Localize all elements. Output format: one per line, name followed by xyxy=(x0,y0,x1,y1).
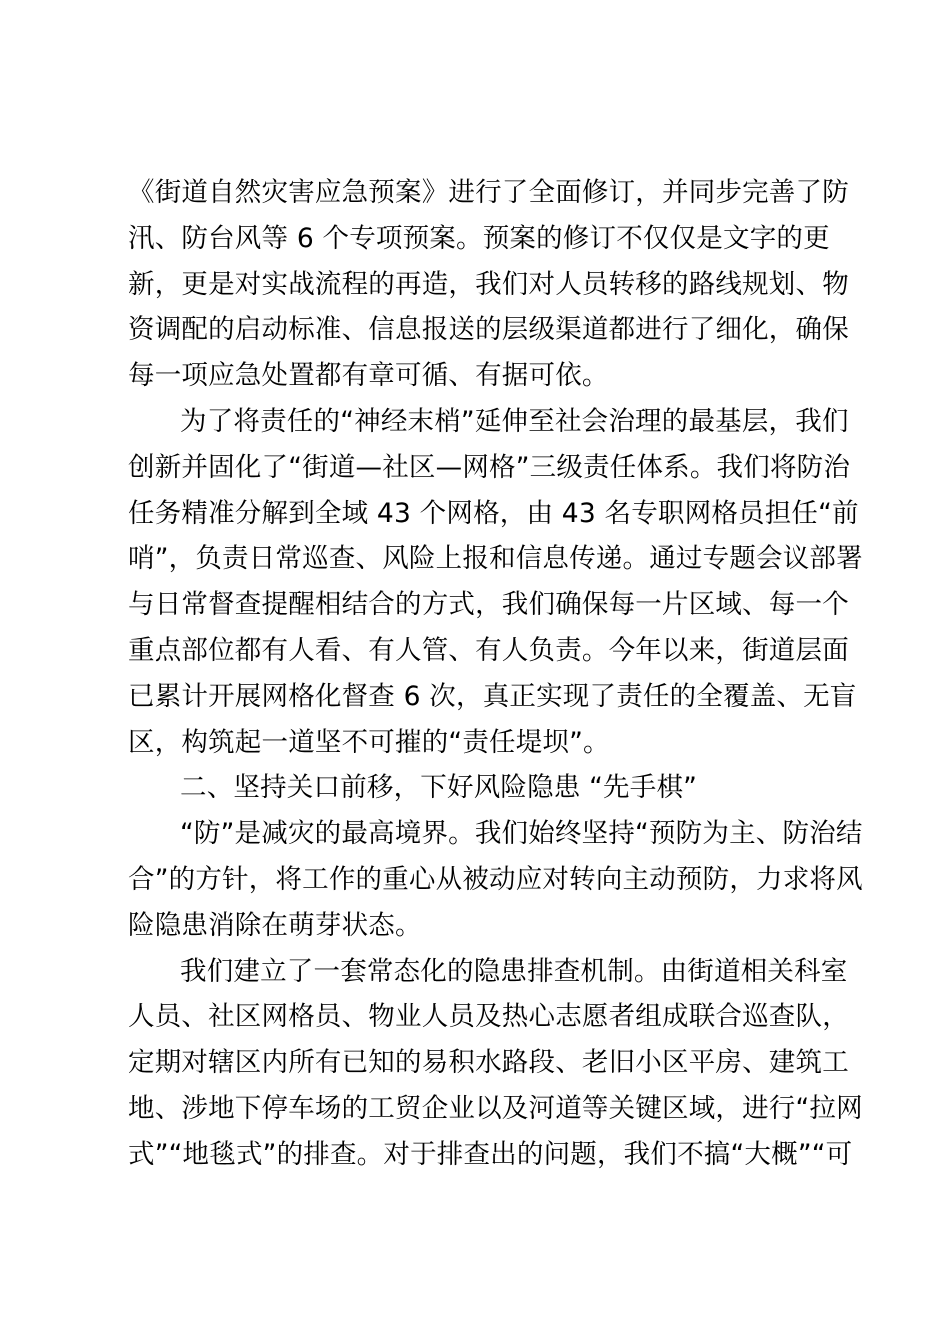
text-line: 重点部位都有人看、有人管、有人负责。今年以来，街道层面 xyxy=(128,634,849,666)
text-line: 定期对辖区内所有已知的易积水路段、老旧小区平房、建筑工 xyxy=(128,1047,849,1079)
text-line: 哨”，负责日常巡查、风险上报和信息传递。通过专题会议部署 xyxy=(128,543,863,575)
section-heading: 二、坚持关口前移，下好风险隐患 “先手棋” xyxy=(180,772,698,804)
text-line: 与日常督查提醒相结合的方式，我们确保每一片区域、每一个 xyxy=(128,589,849,621)
text-line: 创新并固化了“街道—社区—网格”三级责任体系。我们将防治 xyxy=(128,451,851,483)
text-line: 地、涉地下停车场的工贸企业以及河道等关键区域，进行“拉网 xyxy=(128,1092,863,1124)
text-line: 《街道自然灾害应急预案》进行了全面修订，并同步完善了防 xyxy=(128,177,849,208)
paragraph-first-line: 为了将责任的“神经末梢”延伸至社会治理的最基层，我们 xyxy=(180,405,849,437)
text-line: 新，更是对实战流程的再造，我们对人员转移的路线规划、物 xyxy=(128,268,849,300)
text-line: 每一项应急处置都有章可循、有据可依。 xyxy=(128,360,609,392)
text-line: 险隐患消除在萌芽状态。 xyxy=(128,909,422,941)
text-line: 任务精准分解到全域 43 个网格，由 43 名专职网格员担任“前 xyxy=(128,497,859,529)
text-line: 已累计开展网格化督查 6 次，真正实现了责任的全覆盖、无盲 xyxy=(128,680,857,712)
document-body xyxy=(128,170,863,1178)
paragraph-first-line: “防”是减灾的最高境界。我们始终坚持“预防为主、防治结 xyxy=(180,818,863,850)
text-line: 资调配的启动标准、信息报送的层级渠道都进行了细化，确保 xyxy=(128,314,849,346)
paragraph-first-line: 我们建立了一套常态化的隐患排查机制。由街道相关科室 xyxy=(180,955,848,987)
text-line: 人员、社区网格员、物业人员及热心志愿者组成联合巡查队， xyxy=(128,1001,849,1033)
text-line: 区，构筑起一道坚不可摧的“责任堤坝”。 xyxy=(128,726,610,758)
text-line: 式”“地毯式”的排查。对于排查出的问题，我们不搞“大概”“可 xyxy=(128,1138,853,1170)
text-line: 合”的方针，将工作的重心从被动应对转向主动预防，力求将风 xyxy=(128,863,863,895)
text-line: 汛、防台风等 6 个专项预案。预案的修订不仅仅是文字的更 xyxy=(128,222,830,254)
